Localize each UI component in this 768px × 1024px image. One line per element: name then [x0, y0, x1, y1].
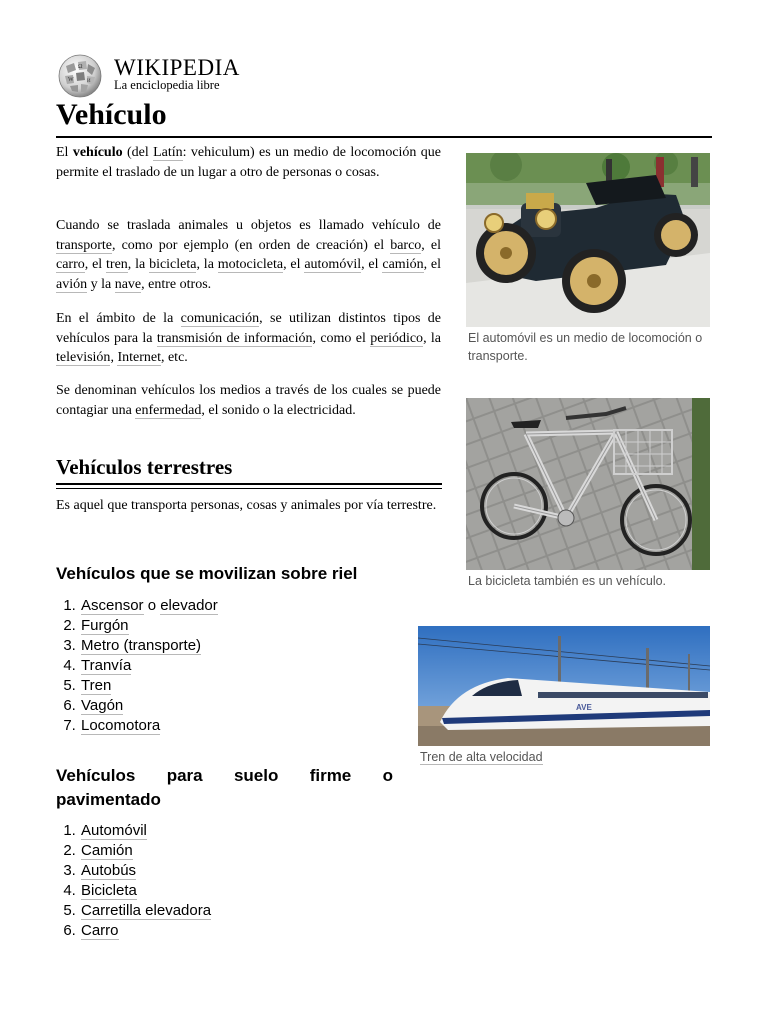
link-elevador[interactable]: elevador: [160, 597, 218, 614]
text: , la: [196, 257, 218, 272]
list-item: [80, 861, 211, 881]
text: : vehiculum) es un medio de locomoción que permite el traslado de un lugar a otro de personas o cosas.: [56, 145, 442, 180]
bike-caption: La bicicleta también es un vehículo.: [468, 574, 667, 588]
list-item: [80, 821, 211, 841]
list-item: [80, 636, 218, 656]
text: , entre otros.: [141, 276, 212, 292]
figure-train: [418, 626, 710, 767]
text: , la: [423, 330, 441, 346]
train-caption-link[interactable]: Tren de alta velocidad: [420, 750, 543, 764]
text: , se utilizan distintos tipos de vehículos para la: [56, 311, 441, 346]
train-photo[interactable]: [418, 626, 710, 746]
link-bicicleta[interactable]: bicicleta: [149, 257, 197, 272]
link-barco[interactable]: barco: [390, 237, 422, 253]
section-heading-terrestres: Vehículos terrestres: [56, 455, 233, 479]
link-comunicacion[interactable]: comunicación: [180, 311, 260, 326]
text: , el sonido o la electricidad.: [201, 402, 356, 418]
text: , el: [84, 257, 107, 272]
link-avion[interactable]: avión: [56, 276, 88, 292]
link-automovil[interactable]: automóvil: [304, 257, 362, 272]
text: El: [56, 145, 73, 160]
link-tren[interactable]: tren: [106, 257, 128, 272]
svg-text:Ω: Ω: [78, 64, 83, 70]
link-metro[interactable]: Metro (transporte): [81, 637, 202, 654]
section-divider: [56, 488, 442, 489]
list-item: [80, 716, 218, 736]
link-periodico[interactable]: periódico: [370, 330, 424, 346]
list-item: [80, 676, 218, 696]
link-carro-list[interactable]: Carro: [81, 922, 119, 939]
link-camion[interactable]: camión: [382, 257, 424, 272]
subsection-heading-riel: Vehículos que se movilizan sobre riel: [56, 564, 358, 583]
wikipedia-wordmark: WIKIPEDIA: [114, 55, 240, 80]
text: (del: [122, 145, 154, 160]
link-carretilla[interactable]: Carretilla elevadora: [81, 902, 212, 919]
text: , como por ejemplo (en orden de creación) el: [111, 237, 391, 253]
text: , la: [127, 257, 150, 272]
link-nave[interactable]: nave: [114, 276, 142, 292]
list-item: [80, 616, 218, 636]
text: , el: [283, 257, 305, 272]
link-carro[interactable]: carro: [56, 257, 85, 272]
car-caption: El automóvil es un medio de locomoción o transporte.: [468, 331, 703, 363]
intro-paragraph-3: [56, 309, 441, 368]
link-transporte[interactable]: transporte: [56, 237, 112, 253]
subsection-heading-suelo: Vehículos para suelo firme o pavimentado: [56, 766, 393, 809]
link-tren-list[interactable]: Tren: [81, 677, 112, 694]
list-item: [80, 881, 211, 901]
svg-text:И: И: [87, 79, 91, 84]
link-enfermedad[interactable]: enfermedad: [135, 402, 202, 418]
list-item: [80, 921, 211, 941]
figure-bike: [466, 398, 710, 591]
wikipedia-tagline: La enciclopedia libre: [114, 78, 220, 92]
text: Cuando se traslada animales u objetos es llamado vehículo de: [56, 218, 441, 233]
text: Se denominan vehículos los medios a través de los cuales se puede contagiar una: [56, 383, 441, 418]
intro-paragraph-4: [56, 381, 441, 420]
link-ascensor[interactable]: Ascensor: [81, 597, 144, 614]
intro-paragraph-2: [56, 216, 441, 294]
list-item: [80, 656, 218, 676]
text: , el: [423, 257, 442, 272]
wikipedia-globe-icon: [56, 54, 104, 98]
link-camion-list[interactable]: Camión: [81, 842, 133, 859]
text: , el: [361, 257, 383, 272]
link-automovil-list[interactable]: Automóvil: [81, 822, 147, 839]
car-photo[interactable]: [466, 153, 710, 327]
text: , el: [421, 237, 441, 253]
list-item: [80, 596, 218, 616]
bold-term: vehículo: [72, 145, 123, 160]
bike-photo[interactable]: [466, 398, 710, 570]
link-locomotora[interactable]: Locomotora: [81, 717, 161, 734]
text: y la: [87, 276, 115, 292]
list-item: [80, 841, 211, 861]
text: o: [143, 597, 161, 614]
text: , etc.: [160, 350, 188, 365]
link-furgon[interactable]: Furgón: [81, 617, 129, 634]
text: , como el: [312, 330, 371, 346]
link-latin[interactable]: Latín: [153, 145, 183, 160]
link-transmision[interactable]: transmisión de información: [156, 330, 313, 346]
text: ,: [110, 350, 118, 365]
svg-text:W: W: [68, 77, 74, 83]
figure-car: [466, 153, 710, 365]
list-item: [80, 696, 218, 716]
terrestres-paragraph: Es aquel que transporta personas, cosas y animales por vía terrestre.: [56, 498, 437, 513]
link-bicicleta-list[interactable]: Bicicleta: [81, 882, 137, 899]
page-title: Vehículo: [56, 98, 167, 131]
ground-vehicles-list: [56, 821, 211, 941]
link-motocicleta[interactable]: motocicleta: [217, 257, 284, 272]
train-badge: AVE: [576, 703, 592, 712]
link-vagon[interactable]: Vagón: [81, 697, 124, 714]
link-television[interactable]: televisión: [56, 350, 111, 365]
text: En el ámbito de la: [56, 311, 181, 326]
section-divider: [56, 483, 442, 485]
train-caption-wrap: [418, 749, 710, 767]
rail-vehicles-list: [56, 596, 218, 736]
intro-paragraph-1: [56, 143, 441, 182]
link-tranvia[interactable]: Tranvía: [81, 657, 132, 674]
link-internet[interactable]: Internet: [117, 350, 161, 365]
title-divider: [56, 136, 712, 138]
wikipedia-logo[interactable]: [56, 54, 246, 98]
list-item: [80, 901, 211, 921]
link-autobus[interactable]: Autobús: [81, 862, 137, 879]
